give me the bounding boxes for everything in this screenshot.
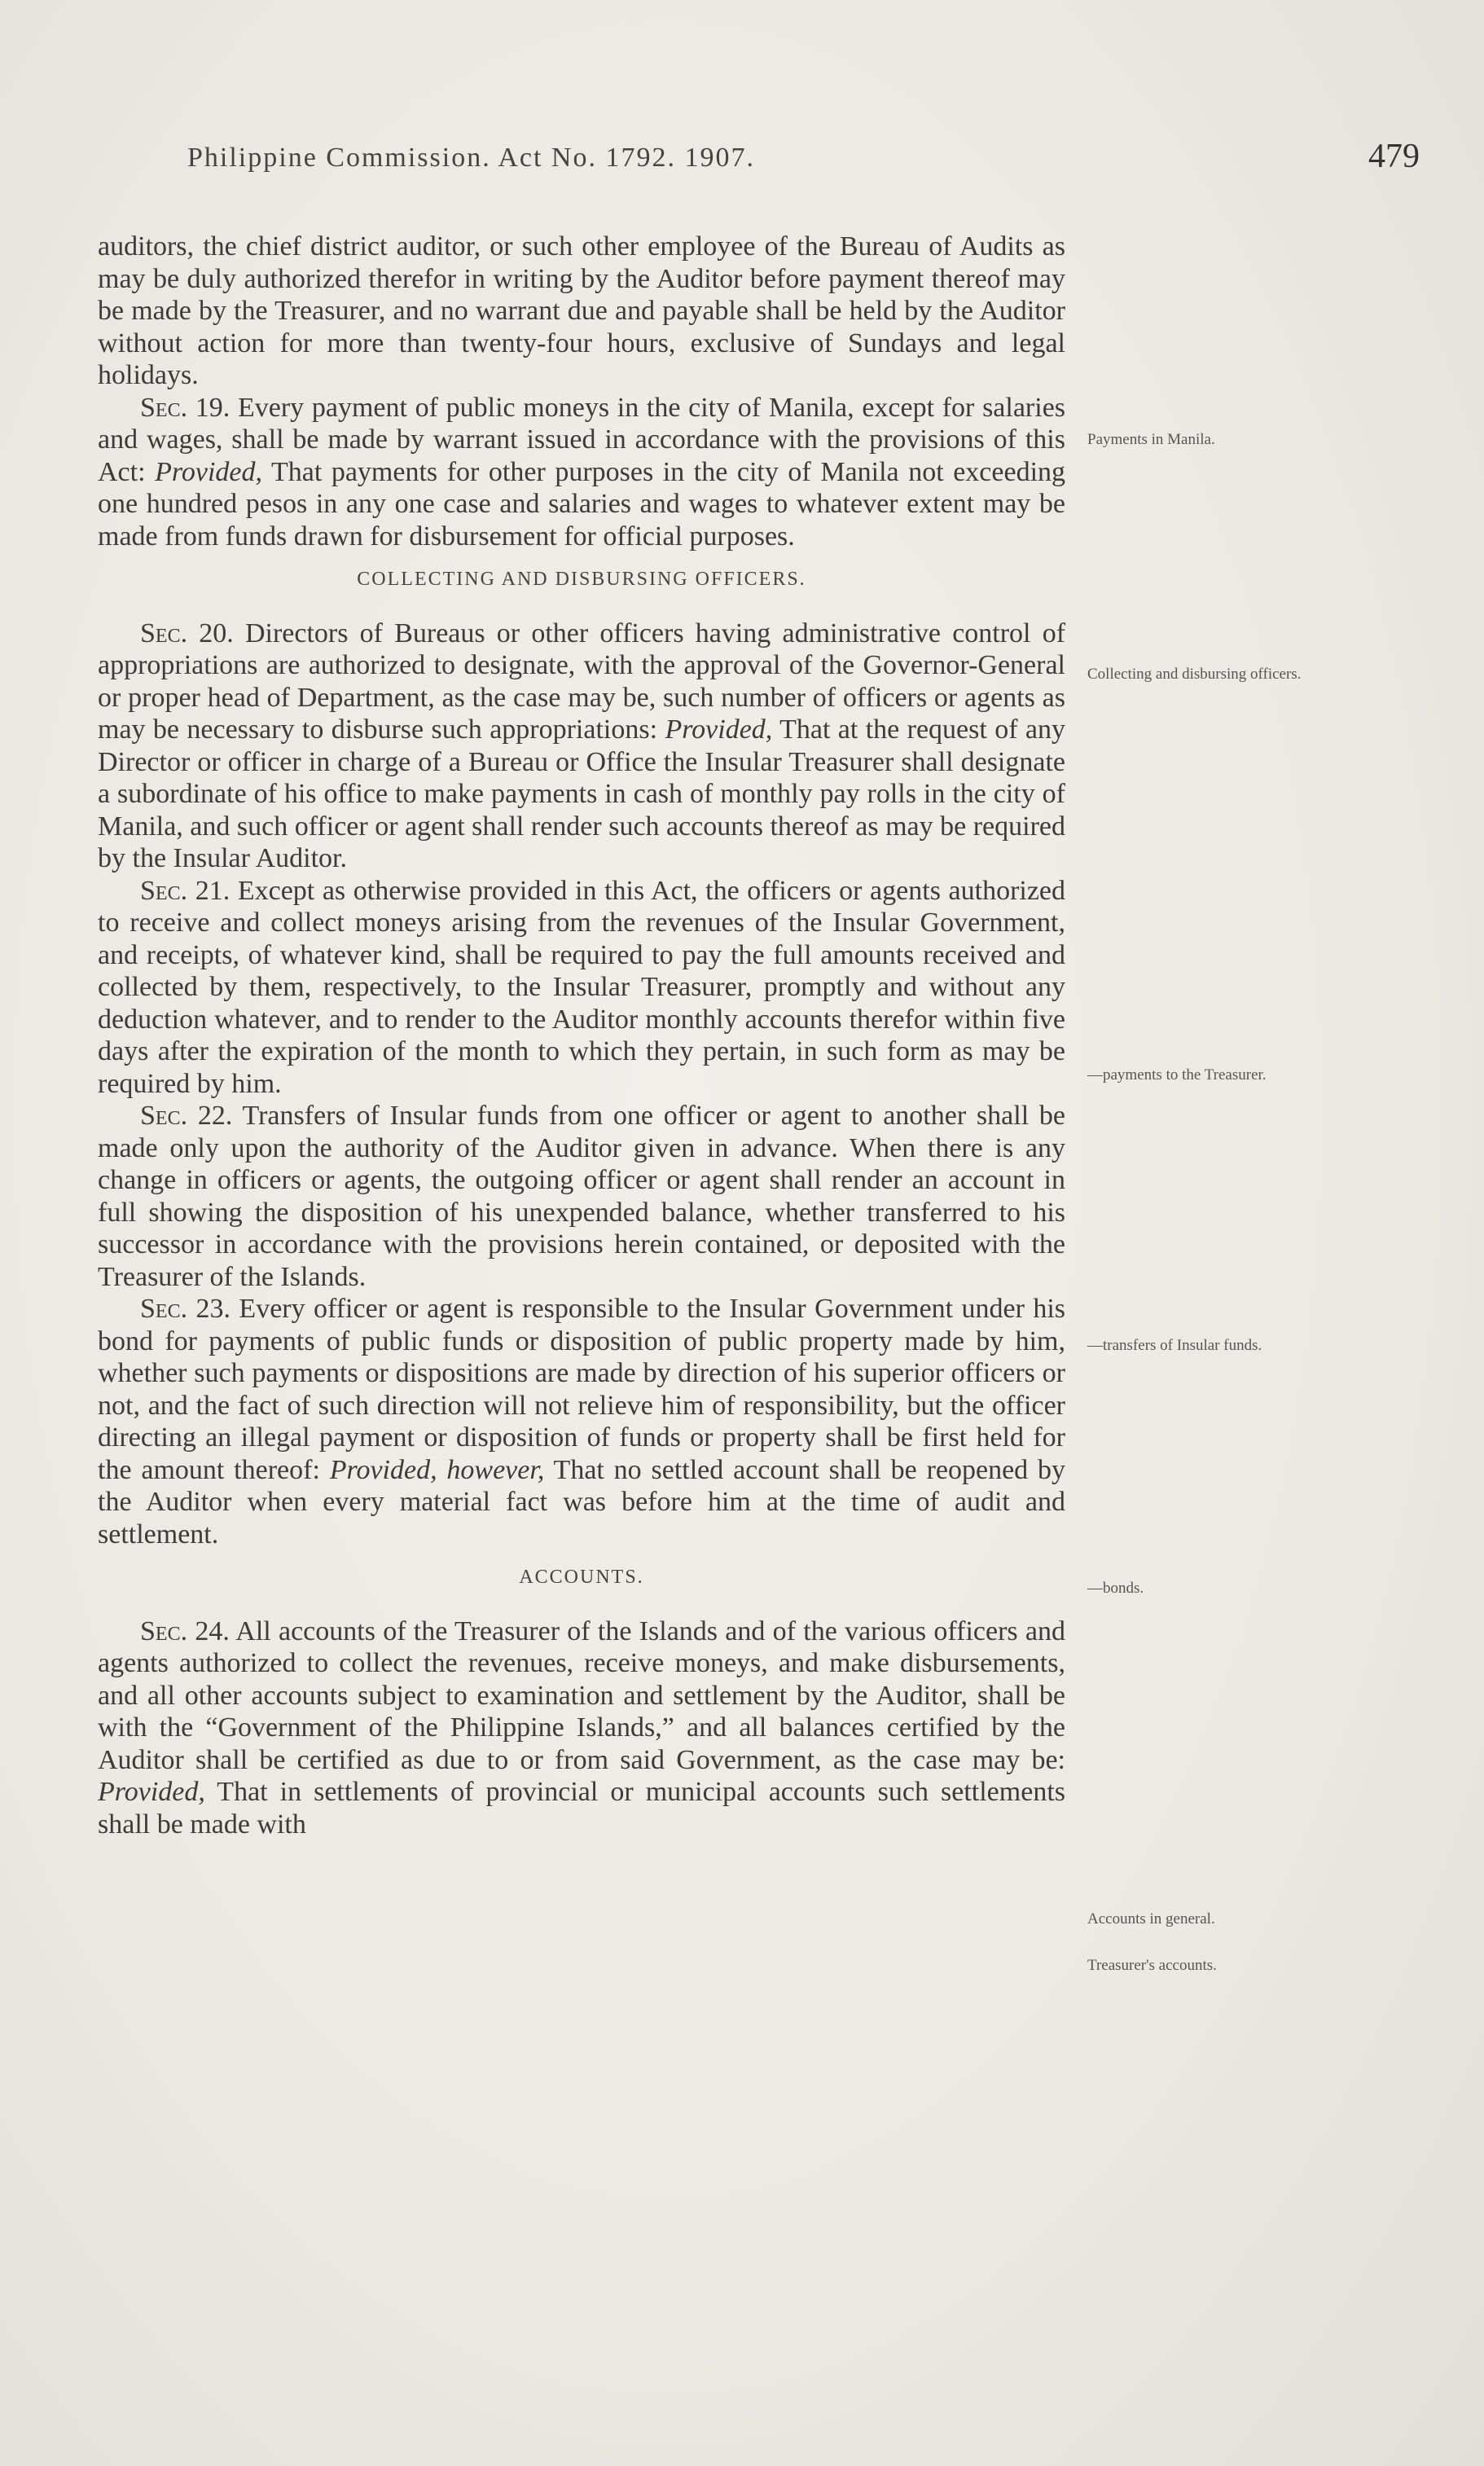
page-number: 479 (1368, 138, 1420, 175)
section-24 (98, 1615, 1065, 1841)
section-24-text-b: That in settlements of provincial or municipal accounts such settlements shall be made with (98, 1777, 1065, 1840)
section-22-text: Transfers of Insular funds from one officer or agent to another shall be made only upon the authority of the Auditor given in advance. When there is any change in officers or agents, the outgoing officer or agent shall render an account in full showing the disposition of his unexpended balance, whether transferred to his successor in accordance with the provisions herein contained, or deposited with the Treasurer of the Islands. (98, 1101, 1066, 1292)
section-23 (98, 1293, 1065, 1550)
section-19-label: Sec. 19. (140, 392, 231, 423)
margin-note-accounts-general: Accounts in general. (1087, 1910, 1215, 1928)
section-20-text-b: That at the request of any Director or officer in charge of a Bureau or Office the Insular Treasurer shall designate a subordinate of his office to make payments in cash of monthly pay rolls in the city of Manila, and such officer or agent shall render such accounts thereof as may be required by the Insular Auditor. (98, 714, 1066, 873)
running-header: Philippine Commission. Act No. 1792. 1907. (187, 143, 755, 173)
margin-note-bonds: —bonds. (1087, 1580, 1144, 1597)
heading-accounts: ACCOUNTS. (519, 1567, 644, 1588)
section-19 (98, 392, 1065, 553)
section-19-text-a: Every payment of public moneys in the city of Manila, except for salaries and wages, shall be made by warrant issued in accordance with the provisions of this Act: (98, 392, 1066, 487)
section-20 (98, 618, 1065, 875)
section-23-label: Sec. 23. (140, 1294, 231, 1324)
margin-note-payments-treasurer: —payments to the Treasurer. (1087, 1066, 1267, 1084)
section-24-text-a: All accounts of the Treasurer of the Islands and of the various officers and agents authorized to collect the revenues, receive moneys, and make disbursements, and all other accounts subject to examination and settlement by the Auditor, shall be with the “Government of the Philippine Islands,” and all balances certified by the Auditor shall be certified as due to or from said Government, as the case may be: (98, 1615, 1066, 1775)
section-19-provided: Provided, (155, 456, 262, 487)
section-24-label: Sec. 24. (140, 1615, 230, 1646)
section-20-provided: Provided, (665, 714, 773, 745)
margin-note-payments-manila: Payments in Manila. (1087, 431, 1215, 448)
section-22 (98, 1100, 1065, 1293)
section-23-provided: Provided, however, (329, 1454, 545, 1485)
section-21-label: Sec. 21. (140, 875, 231, 906)
margin-note-collecting-officers: Collecting and disbursing officers. (1087, 666, 1302, 683)
section-20-text-a: Directors of Bureaus or other officers having administrative control of appropriations are authorized to designate, with the approval of the Governor-General or proper head of Department, as the case may be, such number of officers or agents as may be necessary to disburse such appropriations: (98, 618, 1066, 745)
margin-note-transfers-funds: —transfers of Insular funds. (1087, 1337, 1262, 1354)
section-24-provided: Provided, (98, 1777, 205, 1807)
section-23-text-a: Every officer or agent is responsible to the Insular Government under his bond for payments of public funds or disposition of public property made by him, whether such payments or dispositions are made by direction of his superior officers or not, and the fact of such direction will not relieve him of responsibility, but the officer directing an illegal payment or disposition of funds or property shall be first held for the amount thereof: (98, 1294, 1066, 1485)
margin-note-treasurer-accounts: Treasurer's accounts. (1087, 1957, 1217, 1974)
section-23-text-b: That no settled account shall be reopened by the Auditor when every material fact was before him at the time of audit and settlement. (98, 1454, 1065, 1549)
section-21-text: Except as otherwise provided in this Act, the officers or agents authorized to receive and collect moneys arising from the revenues of the Insular Government, and receipts, of whatever kind, shall be required to pay the full amounts received and collected by them, respectively, to the Insular Treasurer, promptly and without any deduction whatever, and to render to the Auditor monthly accounts therefor within five days after the expiration of the month to which they pertain, in such form as may be required by him. (98, 875, 1066, 1099)
body-text (98, 231, 1065, 1840)
section-20-label: Sec. 20. (140, 618, 234, 648)
section-21 (98, 875, 1065, 1101)
continuation-paragraph: auditors, the chief district auditor, or such other employee of the Bureau of Audits as may be duly authorized therefor in writing by the Auditor before payment thereof may be made by the Treasurer, and no warrant due and payable shall be held by the Auditor without action for more than twenty-four hours, exclusive of Sundays and legal holidays. (98, 231, 1065, 390)
section-22-label: Sec. 22. (140, 1101, 233, 1131)
section-19-text-b: That payments for other purposes in the city of Manila not exceeding one hundred pesos in any one case and salaries and wages to whatever extent may be made from funds drawn for disbursement for official purposes. (98, 456, 1066, 552)
heading-collecting-officers: COLLECTING AND DISBURSING OFFICERS. (357, 569, 806, 590)
